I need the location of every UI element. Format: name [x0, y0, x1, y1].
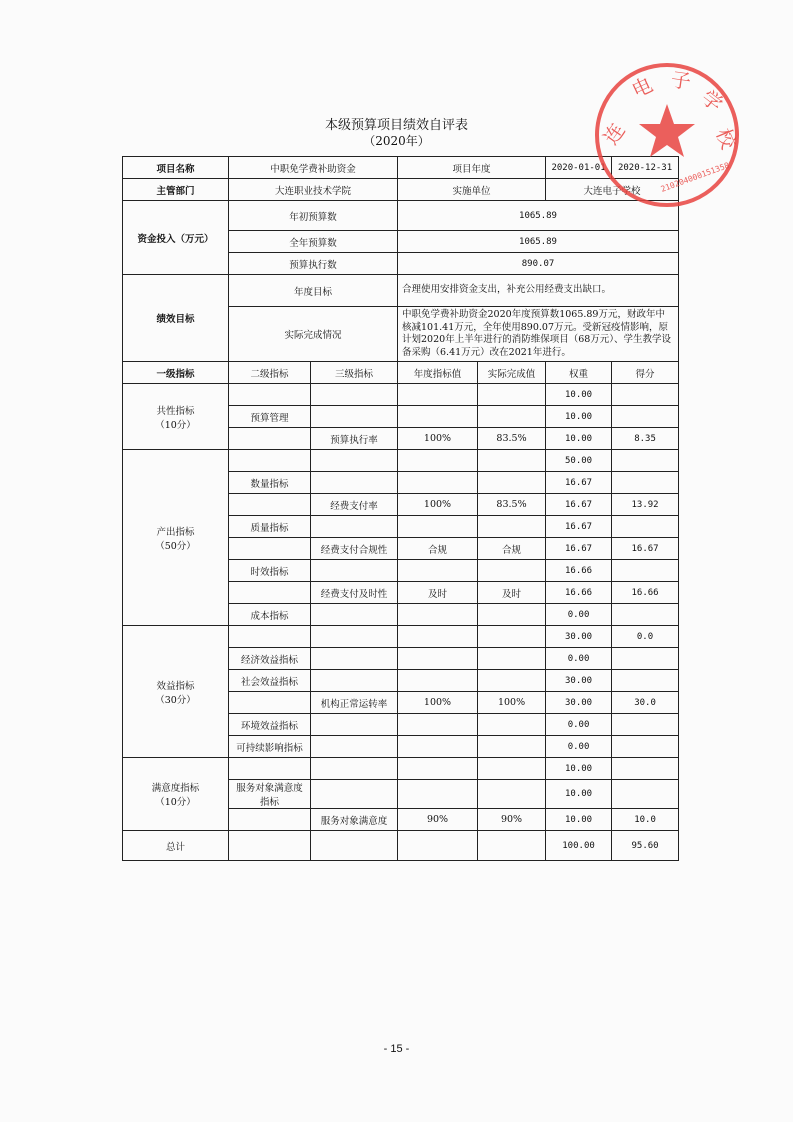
score: 16.67 — [612, 538, 679, 560]
level2-indicator: 社会效益指标 — [229, 670, 311, 692]
actual-value — [478, 406, 546, 428]
level2-indicator — [229, 758, 311, 780]
actual-value: 100% — [478, 692, 546, 714]
level3-indicator — [311, 406, 398, 428]
actual-completion-text: 中职免学费补助资金2020年度预算数1065.89万元，财政年中核减101.41万元，全年使用890.07万元。受新冠疫情影响，原计划2020年上半年进行的消防维保项目（68万元）、学生教学设备采购（6.41万元）改在2021年进行。 — [398, 307, 679, 362]
empty — [398, 831, 478, 861]
page-number: - 15 - — [383, 1043, 410, 1055]
funds-label: 资金投入（万元） — [123, 201, 229, 275]
level2-indicator — [229, 428, 311, 450]
annual-target: 100% — [398, 494, 478, 516]
total-row — [123, 831, 679, 861]
annual-target: 100% — [398, 428, 478, 450]
performance-goal-label: 绩效目标 — [123, 275, 229, 362]
level1-indicator-name: 效益指标 — [156, 680, 195, 692]
empty — [229, 831, 311, 861]
score — [612, 560, 679, 582]
level1-indicator-name: 共性指标 — [156, 405, 195, 417]
weight: 10.00 — [546, 780, 612, 809]
weight: 16.67 — [546, 538, 612, 560]
annual-goal-label: 年度目标 — [229, 275, 398, 307]
actual-value: 合规 — [478, 538, 546, 560]
weight: 16.67 — [546, 494, 612, 516]
level3-indicator — [311, 648, 398, 670]
level3-indicator — [311, 626, 398, 648]
annual-target: 及时 — [398, 582, 478, 604]
empty — [311, 831, 398, 861]
weight: 10.00 — [546, 406, 612, 428]
annual-goal-row — [123, 275, 679, 307]
initial-budget-label: 年初预算数 — [229, 201, 398, 231]
actual-value — [478, 736, 546, 758]
level1-indicator-points: （10分） — [155, 797, 196, 808]
total-score: 95.60 — [612, 831, 679, 861]
score: 0.0 — [612, 626, 679, 648]
weight: 16.67 — [546, 472, 612, 494]
level1-indicator-name: 产出指标 — [156, 526, 195, 538]
header-level2: 二级指标 — [229, 362, 311, 384]
actual-value — [478, 648, 546, 670]
level3-indicator — [311, 560, 398, 582]
actual-value — [478, 714, 546, 736]
level2-indicator: 质量指标 — [229, 516, 311, 538]
level3-indicator — [311, 758, 398, 780]
actual-value — [478, 780, 546, 809]
actual-value — [478, 560, 546, 582]
actual-value: 83.5% — [478, 494, 546, 516]
actual-value — [478, 626, 546, 648]
annual-target — [398, 736, 478, 758]
total-weight: 100.00 — [546, 831, 612, 861]
level2-indicator: 时效指标 — [229, 560, 311, 582]
score — [612, 758, 679, 780]
score: 8.35 — [612, 428, 679, 450]
score: 13.92 — [612, 494, 679, 516]
page-title: 本级预算项目绩效自评表 — [324, 118, 468, 133]
level2-indicator — [229, 692, 311, 714]
weight: 10.00 — [546, 428, 612, 450]
actual-value — [478, 384, 546, 406]
score — [612, 670, 679, 692]
project-name-label: 项目名称 — [123, 157, 229, 179]
level1-indicator-points: （30分） — [155, 694, 196, 706]
project-year-label: 项目年度 — [398, 157, 546, 179]
level2-indicator — [229, 538, 311, 560]
svg-text:子: 子 — [669, 67, 693, 94]
header-annual-target: 年度指标值 — [398, 362, 478, 384]
weight: 0.00 — [546, 648, 612, 670]
score — [612, 604, 679, 626]
department-label: 主管部门 — [123, 179, 229, 201]
svg-text:电: 电 — [627, 72, 657, 103]
department-value: 大连职业技术学院 — [229, 179, 398, 201]
indicator-header-row — [123, 362, 679, 384]
actual-value — [478, 604, 546, 626]
level3-indicator — [311, 780, 398, 809]
annual-target — [398, 670, 478, 692]
level2-indicator — [229, 450, 311, 472]
level2-indicator: 服务对象满意度指标 — [229, 780, 311, 809]
annual-target: 90% — [398, 809, 478, 831]
header-score: 得分 — [612, 362, 679, 384]
initial-budget-value: 1065.89 — [398, 201, 679, 231]
annual-target — [398, 780, 478, 809]
annual-target — [398, 516, 478, 538]
level1-indicator — [123, 626, 229, 758]
actual-completion-label: 实际完成情况 — [229, 307, 398, 362]
annual-goal-text: 合理使用安排资金支出，补充公用经费支出缺口。 — [398, 275, 679, 307]
level3-indicator: 经费支付合规性 — [311, 538, 398, 560]
level1-indicator — [123, 450, 229, 626]
weight: 30.00 — [546, 692, 612, 714]
weight: 16.66 — [546, 560, 612, 582]
full-year-budget-value: 1065.89 — [398, 231, 679, 253]
weight: 10.00 — [546, 758, 612, 780]
level1-indicator-points: （50分） — [155, 540, 196, 552]
annual-target — [398, 626, 478, 648]
weight: 0.00 — [546, 604, 612, 626]
weight: 30.00 — [546, 670, 612, 692]
actual-value — [478, 758, 546, 780]
score — [612, 736, 679, 758]
svg-text:连: 连 — [598, 118, 630, 149]
budget-execution-label: 预算执行数 — [229, 253, 398, 275]
header-weight: 权重 — [546, 362, 612, 384]
weight: 30.00 — [546, 626, 612, 648]
project-year-end: 2020-12-31 — [612, 157, 679, 179]
level3-indicator — [311, 450, 398, 472]
total-label: 总计 — [123, 831, 229, 861]
level2-indicator — [229, 582, 311, 604]
weight: 16.67 — [546, 516, 612, 538]
score: 16.66 — [612, 582, 679, 604]
full-year-budget-label: 全年预算数 — [229, 231, 398, 253]
implementing-unit-label: 实施单位 — [398, 179, 546, 201]
score — [612, 648, 679, 670]
weight: 50.00 — [546, 450, 612, 472]
weight: 10.00 — [546, 384, 612, 406]
score — [612, 450, 679, 472]
actual-value — [478, 516, 546, 538]
level1-indicator — [123, 758, 229, 831]
score — [612, 472, 679, 494]
level1-indicator-name: 满意度指标 — [151, 783, 200, 794]
header-actual-value: 实际完成值 — [478, 362, 546, 384]
weight: 0.00 — [546, 714, 612, 736]
annual-target — [398, 714, 478, 736]
weight: 10.00 — [546, 809, 612, 831]
level3-indicator: 经费支付及时性 — [311, 582, 398, 604]
level2-indicator — [229, 494, 311, 516]
svg-text:210204000151358: 210204000151358 — [659, 160, 731, 194]
annual-target: 100% — [398, 692, 478, 714]
actual-value: 及时 — [478, 582, 546, 604]
level3-indicator — [311, 670, 398, 692]
level3-indicator: 经费支付率 — [311, 494, 398, 516]
header-level1: 一级指标 — [123, 362, 229, 384]
page-subtitle: （2020年） — [363, 134, 430, 148]
actual-value — [478, 670, 546, 692]
annual-target — [398, 472, 478, 494]
level2-indicator: 成本指标 — [229, 604, 311, 626]
weight: 16.66 — [546, 582, 612, 604]
level2-indicator: 预算管理 — [229, 406, 311, 428]
annual-target — [398, 450, 478, 472]
actual-value — [478, 472, 546, 494]
annual-target — [398, 560, 478, 582]
school-seal-stamp — [592, 60, 742, 210]
svg-text:学: 学 — [696, 85, 728, 117]
level3-indicator — [311, 516, 398, 538]
level3-indicator: 预算执行率 — [311, 428, 398, 450]
level3-indicator — [311, 736, 398, 758]
annual-target — [398, 384, 478, 406]
level3-indicator — [311, 384, 398, 406]
indicator-row — [123, 384, 679, 406]
level3-indicator — [311, 714, 398, 736]
indicator-row — [123, 758, 679, 780]
score — [612, 384, 679, 406]
level1-indicator-points: （10分） — [155, 419, 196, 431]
weight: 0.00 — [546, 736, 612, 758]
score — [612, 714, 679, 736]
score: 10.0 — [612, 809, 679, 831]
score: 30.0 — [612, 692, 679, 714]
evaluation-table — [122, 156, 679, 861]
empty — [478, 831, 546, 861]
level2-indicator: 经济效益指标 — [229, 648, 311, 670]
project-name-value: 中职免学费补助资金 — [229, 157, 398, 179]
annual-target — [398, 604, 478, 626]
annual-target — [398, 648, 478, 670]
budget-execution-value: 890.07 — [398, 253, 679, 275]
indicator-row — [123, 626, 679, 648]
level2-indicator — [229, 626, 311, 648]
annual-target — [398, 758, 478, 780]
score — [612, 406, 679, 428]
svg-text:校: 校 — [711, 124, 742, 153]
level3-indicator — [311, 472, 398, 494]
actual-value: 90% — [478, 809, 546, 831]
level2-indicator — [229, 384, 311, 406]
actual-value — [478, 450, 546, 472]
annual-target — [398, 406, 478, 428]
level1-indicator — [123, 384, 229, 450]
indicator-row — [123, 450, 679, 472]
project-year-start: 2020-01-01 — [546, 157, 612, 179]
actual-value: 83.5% — [478, 428, 546, 450]
header-level3: 三级指标 — [311, 362, 398, 384]
annual-target: 合规 — [398, 538, 478, 560]
implementing-unit-value: 大连电子学校 — [546, 179, 679, 201]
level2-indicator: 环境效益指标 — [229, 714, 311, 736]
score — [612, 516, 679, 538]
score — [612, 780, 679, 809]
level2-indicator: 可持续影响指标 — [229, 736, 311, 758]
level2-indicator — [229, 809, 311, 831]
level2-indicator: 数量指标 — [229, 472, 311, 494]
level3-indicator: 机构正常运转率 — [311, 692, 398, 714]
level3-indicator — [311, 604, 398, 626]
level3-indicator: 服务对象满意度 — [311, 809, 398, 831]
